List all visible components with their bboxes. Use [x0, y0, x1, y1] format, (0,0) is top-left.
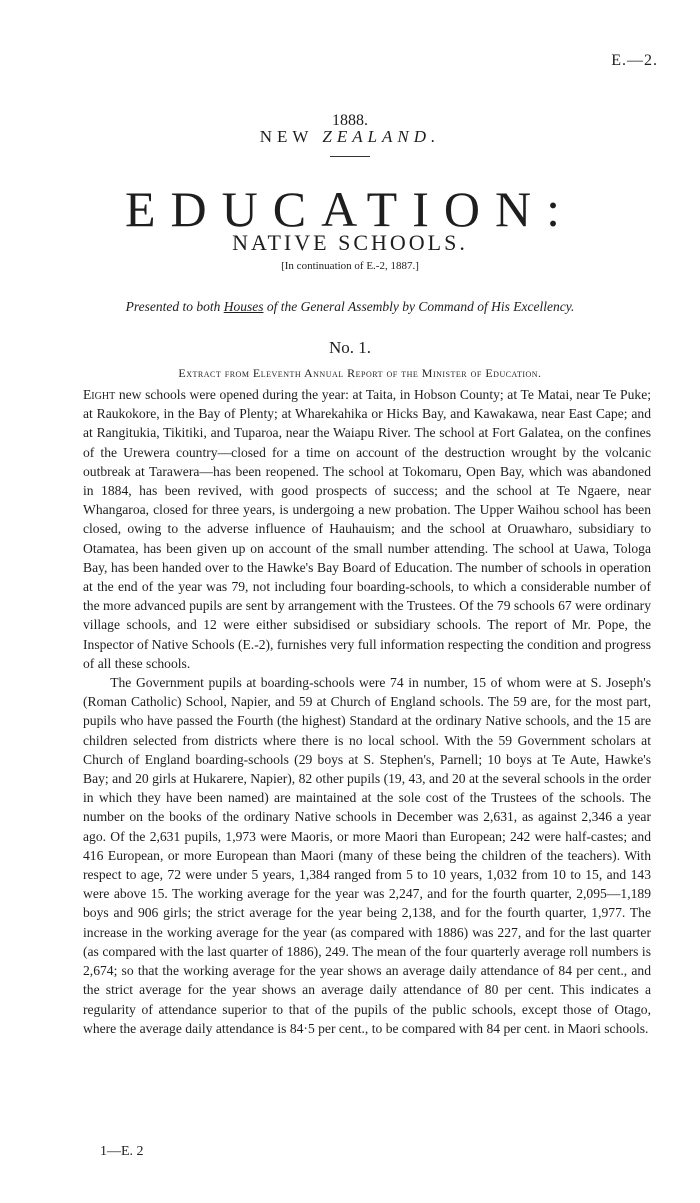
document-title: EDUCATION: — [125, 181, 575, 237]
continuation-note: [In continuation of E.-2, 1887.] — [281, 260, 419, 272]
country-zealand: ZEALAND. — [322, 127, 441, 146]
extract-heading: Extract from Eleventh Annual Report of the Minister of Education. — [178, 366, 542, 380]
paragraph-2: The Government pupils at boarding-schools were 74 in number, 15 of whom were at S. Joseph's (Roman Catholic) School, Napier, and 59 at Church of England schools. The 59 are, for the most part, pupils who have passed the Fourth (the highest) Standard at the ordinary Native schools, and the 15 are children selected from districts where there is no local school. With the 59 Government scholars at Church of England boarding-schools (29 boys at S. Stephen's, Parnell; 10 boys at Te Aute, Hawke's Bay; and 20 girls at Hukarere, Napier), 82 other pupils (19, 43, and 20 at the several schools in the order in which they have been named) are maintained at the sole cost of the Trustees of the schools. The number on the books of the ordinary Native schools in December was 2,631, as against 2,346 a year ago. Of the 2,631 pupils, 1,973 were Maoris, or more Maori than European; 242 were half-castes; and 416 European, or more European than Maori (many of these being the children of the teachers). With respect to age, 72 were under 5 years, 1,384 ranged from 5 to 10 years, 1,032 from 10 to 15, and 143 were above 15. The working average for the year was 2,247, and for the fourth quarter, 2,095—1,189 boys and 906 girls; the strict average for the year being 2,138, and for the fourth quarter, 1,977. The increase in the working average for the year (as compared with 1886) was 227, and for the last quarter (as compared with the last quarter of 1886), 249. The mean of the four quarterly average roll numbers is 2,674; so that the working average for the year shows an average daily attendance of 84 per cent., and the strict average for the year shows an average daily attendance of 80 per cent. This indicates a regularity of attendance superior to that of the pupils of the public schools, except those of Otago, where the average daily attendance is 84·5 per cent., to be compared with 84 per cent. in Maori schools. — [83, 675, 651, 1036]
paragraph-1 — [83, 385, 651, 673]
country-line — [0, 127, 700, 147]
document-subtitle: NATIVE SCHOOLS. — [232, 230, 468, 255]
body-text — [83, 385, 651, 1038]
country-new: NEW — [259, 127, 314, 146]
year-line: 1888. — [332, 112, 368, 129]
page-reference: E.—2. — [611, 52, 658, 69]
footer-signature: 1—E. 2 — [100, 1144, 144, 1159]
title-divider — [330, 156, 370, 157]
section-number: No. 1. — [328, 338, 372, 357]
first-word: Eight — [83, 387, 116, 402]
presented-part-3: of the General Assembly by Command of His Excellency. — [263, 299, 575, 314]
presented-houses: Houses — [223, 299, 264, 314]
presented-line — [0, 299, 700, 315]
paragraph-1-text: new schools were opened during the year: at Taita, in Hobson County; at Te Matai, near Te Puke; at Raukokore, in the Bay of Plenty; at Wharekahika or Hicks Bay, and Kawakawa, near East Cape; and at Rangitukia, Tikitiki, and Tuparoa, near the Waiapu River. The school at Fort Galatea, on the confines of the Urewera country—closed for a time on account of the destruction wrought by the volcanic outbreak at Tarawera—has been reopened. The school at Tokomaru, Open Bay, which was abandoned in 1884, has been revived, with good prospects of success; and the school at Te Ngaere, near Whangaroa, closed for three years, is undergoing a new probation. The Upper Waihou school has been closed, owing to the adverse influence of Hauhauism; and the school at Oruawharo, subsidiary to Otamatea, has been given up on account of the small number attending. The school at Uawa, Tologa Bay, has been handed over to the Hawke's Bay Board of Education. The number of schools in operation at the end of the year was 79, not including four boarding-schools, to which a considerable number of the more advanced pupils are sent by arrangement with the Trustees. Of the 79 schools 67 were ordinary village schools, and 12 were either subsidised or subsidiary schools. The report of Mr. Pope, the Inspector of Native Schools (E.-2), furnishes very full information respecting the condition and progress of all these schools. — [83, 387, 651, 671]
presented-part-1: Presented to both — [125, 299, 224, 314]
